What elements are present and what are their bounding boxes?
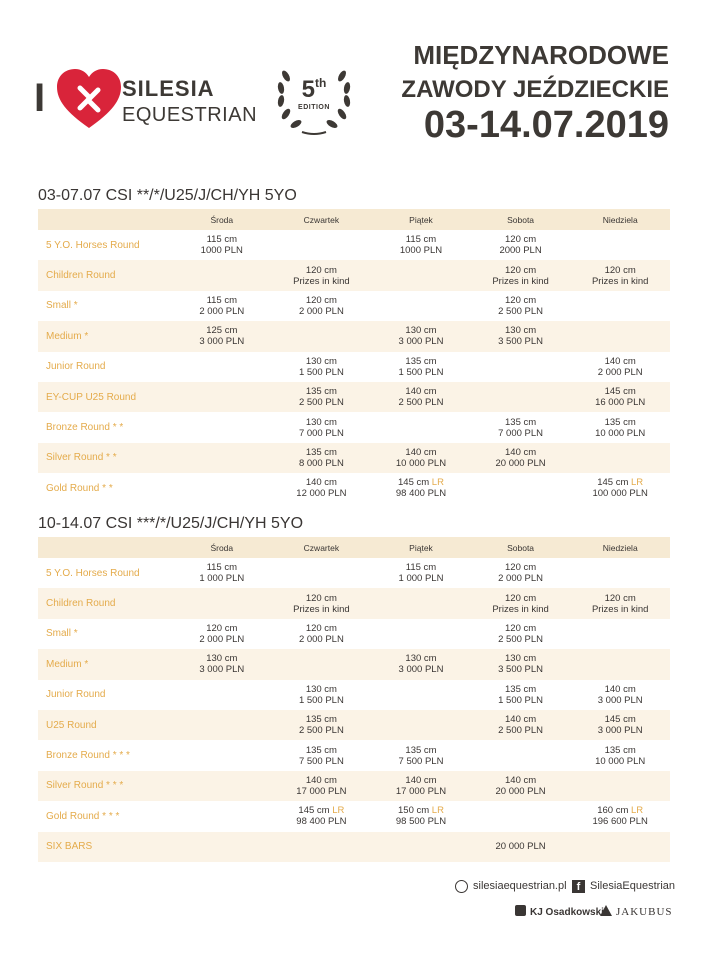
empty-cell	[570, 443, 670, 473]
prize-value: 2 000 PLN	[298, 305, 344, 317]
height-value: 115 cm	[405, 562, 437, 574]
table-row	[38, 473, 670, 503]
table-row	[38, 619, 670, 649]
height-value: 135 cm	[604, 416, 636, 428]
competition-cell	[371, 230, 471, 260]
table-row	[38, 382, 670, 412]
height-value: 140 cm	[405, 386, 437, 398]
height-value: 145 cm	[398, 477, 430, 489]
table-row	[38, 412, 670, 442]
height-value: 135 cm	[505, 683, 537, 695]
competition-cell	[371, 649, 471, 679]
height-value: 150 cm	[398, 805, 430, 817]
prize-value: 3 000 PLN	[398, 664, 444, 676]
height-value: 115 cm	[405, 234, 437, 246]
height-value: 135 cm	[405, 744, 437, 756]
height-value: 140 cm	[305, 477, 337, 489]
day-header: Środa	[172, 209, 272, 230]
prize-value: 3 000 PLN	[597, 694, 643, 706]
prize-value: 1 000 PLN	[199, 573, 245, 585]
round-name: U25 Round	[38, 710, 172, 740]
prize-value: 1 500 PLN	[498, 694, 544, 706]
brand-name	[122, 76, 257, 127]
round-name: Bronze Round * * *	[46, 750, 130, 762]
competition-cell	[570, 412, 670, 442]
day-header: Niedziela	[570, 209, 670, 230]
empty-cell	[570, 649, 670, 679]
table-row	[38, 710, 670, 740]
facebook-link[interactable]: SilesiaEquestrian	[590, 880, 675, 892]
competition-cell	[471, 230, 571, 260]
height-value: 120 cm	[604, 264, 636, 276]
round-name: Junior Round	[46, 361, 106, 373]
heart-logo-icon	[56, 68, 122, 130]
empty-cell	[172, 710, 272, 740]
prize-value: 1000 PLN	[200, 245, 243, 257]
website-link[interactable]: silesiaequestrian.pl	[473, 880, 567, 892]
prize-value: 3 000 PLN	[398, 336, 444, 348]
day-header: Sobota	[471, 209, 571, 230]
prize-value: 98 400 PLN	[296, 816, 347, 828]
empty-cell	[172, 473, 272, 503]
competition-cell	[371, 382, 471, 412]
round-name: Silver Round * * *	[38, 771, 172, 801]
height-value: 140 cm	[405, 446, 437, 458]
prize-value: 3 500 PLN	[498, 336, 544, 348]
globe-icon	[455, 880, 468, 893]
competition-cell	[471, 443, 571, 473]
prize-value: 2 500 PLN	[298, 397, 344, 409]
prize-value: 3 500 PLN	[498, 664, 544, 676]
empty-cell	[371, 710, 471, 740]
lr-badge: LR	[631, 477, 644, 489]
height-value: 135 cm	[604, 744, 636, 756]
empty-cell	[272, 649, 372, 679]
competition-cell	[172, 291, 272, 321]
prize-value: 7 000 PLN	[298, 427, 344, 439]
empty-cell	[371, 412, 471, 442]
height-value: 130 cm	[305, 355, 337, 367]
prize-value: Prizes in kind	[293, 275, 350, 287]
height-value: 145 cm	[597, 477, 629, 489]
height-value: 140 cm	[505, 446, 537, 458]
prize-value: 12 000 PLN	[296, 488, 347, 500]
round-name: Gold Round * * *	[46, 810, 120, 822]
prize-value: 10 000 PLN	[595, 427, 646, 439]
empty-cell	[471, 352, 571, 382]
empty-cell	[172, 801, 272, 831]
height-value: 140 cm	[505, 774, 537, 786]
lr-badge: LR	[332, 805, 345, 817]
empty-cell	[570, 771, 670, 801]
table-row	[38, 588, 670, 618]
header-cell-empty	[38, 209, 172, 230]
height-value: 115 cm	[206, 562, 238, 574]
prize-value: 20 000 PLN	[495, 841, 546, 853]
empty-cell	[172, 740, 272, 770]
table-row	[38, 740, 670, 770]
competition-cell	[570, 473, 670, 503]
height-value: 130 cm	[405, 653, 437, 665]
height-value: 135 cm	[405, 355, 437, 367]
round-name: 5 Y.O. Horses Round	[46, 239, 140, 251]
empty-cell	[172, 443, 272, 473]
round-name: Gold Round * *	[46, 482, 113, 494]
competition-cell	[471, 710, 571, 740]
empty-cell	[272, 832, 372, 862]
competition-cell	[272, 771, 372, 801]
prize-value: 2 000 PLN	[199, 633, 245, 645]
competition-cell	[570, 710, 670, 740]
competition-cell	[371, 801, 471, 831]
prize-value: 8 000 PLN	[298, 457, 344, 469]
competition-cell	[272, 740, 372, 770]
table-row	[38, 321, 670, 351]
height-value: 120 cm	[305, 622, 337, 634]
edition-badge	[272, 62, 356, 138]
empty-cell	[172, 382, 272, 412]
round-name: Medium *	[38, 649, 172, 679]
day-header: Niedziela	[570, 537, 670, 558]
prize-value: 3 000 PLN	[199, 664, 245, 676]
edition-number: 5th	[301, 76, 327, 103]
round-name: SIX BARS	[38, 832, 172, 862]
height-value: 130 cm	[405, 325, 437, 337]
day-header: Piątek	[371, 537, 471, 558]
prize-value: 20 000 PLN	[495, 457, 546, 469]
height-value: 125 cm	[206, 325, 238, 337]
competition-cell	[570, 260, 670, 290]
prize-value: 2 000 PLN	[498, 573, 544, 585]
title-dates: 03-14.07.2019	[423, 104, 669, 146]
empty-cell	[471, 473, 571, 503]
competition-cell	[371, 771, 471, 801]
height-value: 135 cm	[305, 714, 337, 726]
section-title-2: 10-14.07 CSI ***/*/U25/J/CH/YH 5YO	[38, 515, 304, 532]
empty-cell	[570, 558, 670, 588]
height-value: 130 cm	[305, 416, 337, 428]
prize-value: 7 500 PLN	[398, 755, 444, 767]
height-value: 145 cm	[604, 386, 636, 398]
prize-value: 2 500 PLN	[498, 725, 544, 737]
competition-cell	[570, 382, 670, 412]
competition-cell	[272, 801, 372, 831]
day-header: Piątek	[371, 209, 471, 230]
competition-cell	[471, 412, 571, 442]
competition-cell	[570, 801, 670, 831]
empty-cell	[172, 260, 272, 290]
height-value: 120 cm	[505, 562, 537, 574]
competition-cell	[371, 352, 471, 382]
empty-cell	[272, 321, 372, 351]
table-row	[38, 352, 670, 382]
empty-cell	[471, 801, 571, 831]
height-value: 115 cm	[206, 294, 238, 306]
prize-value: 196 600 PLN	[592, 816, 648, 828]
prize-value: 17 000 PLN	[395, 785, 447, 797]
prize-value: 7 000 PLN	[498, 427, 544, 439]
round-name: Medium *	[38, 321, 172, 351]
facebook-icon: f	[572, 880, 585, 893]
round-name: Junior Round	[46, 689, 106, 701]
height-value: 135 cm	[305, 744, 337, 756]
competition-cell	[272, 680, 372, 710]
empty-cell	[172, 412, 272, 442]
empty-cell	[371, 832, 471, 862]
competition-cell	[570, 740, 670, 770]
height-value: 120 cm	[305, 294, 337, 306]
competition-cell	[272, 619, 372, 649]
height-value: 120 cm	[305, 592, 337, 604]
height-value: 140 cm	[405, 774, 437, 786]
competition-cell	[471, 649, 571, 679]
prize-value: 1 500 PLN	[298, 694, 344, 706]
round-name: Small *	[46, 300, 78, 312]
prize-value: Prizes in kind	[492, 603, 549, 615]
height-value: 135 cm	[505, 416, 537, 428]
competition-cell	[272, 473, 372, 503]
height-value: 140 cm	[305, 774, 337, 786]
competition-cell	[371, 558, 471, 588]
height-value: 120 cm	[305, 264, 337, 276]
competition-cell	[471, 680, 571, 710]
sponsor-kj-osadkowski: KJ Osadkowski	[515, 905, 604, 918]
prize-value: 10 000 PLN	[395, 457, 447, 469]
competition-cell	[471, 321, 571, 351]
brand-line2: EQUESTRIAN	[122, 104, 258, 126]
competition-cell	[471, 558, 571, 588]
prize-value: 1000 PLN	[399, 245, 443, 257]
competition-cell	[471, 260, 571, 290]
table-row	[38, 260, 670, 290]
empty-cell	[570, 619, 670, 649]
prize-value: 1 500 PLN	[398, 366, 444, 378]
height-value: 120 cm	[505, 592, 537, 604]
round-name: Children Round	[38, 260, 172, 290]
empty-cell	[272, 558, 372, 588]
empty-cell	[371, 260, 471, 290]
sponsor-jakubus: JAKUBUS	[600, 905, 673, 918]
height-value: 160 cm	[597, 805, 629, 817]
empty-cell	[570, 832, 670, 862]
competition-cell	[570, 680, 670, 710]
height-value: 120 cm	[604, 592, 636, 604]
table-row	[38, 771, 670, 801]
prize-value: 7 500 PLN	[298, 755, 344, 767]
height-value: 115 cm	[206, 234, 238, 246]
prize-value: 16 000 PLN	[595, 397, 646, 409]
empty-cell	[570, 230, 670, 260]
height-value: 120 cm	[505, 294, 537, 306]
empty-cell	[471, 382, 571, 412]
section-title-1: 03-07.07 CSI **/*/U25/J/CH/YH 5YO	[38, 187, 297, 204]
sponsor1-logo-icon	[515, 905, 526, 916]
height-value: 135 cm	[305, 386, 337, 398]
table-row	[38, 649, 670, 679]
competition-cell	[371, 443, 471, 473]
prize-value: 3 000 PLN	[597, 725, 643, 737]
lr-badge: LR	[631, 805, 644, 817]
table-row	[38, 832, 670, 862]
height-value: 140 cm	[604, 683, 636, 695]
prize-value: 1 500 PLN	[298, 366, 344, 378]
competition-cell	[272, 443, 372, 473]
prize-cell	[471, 832, 571, 862]
empty-cell	[471, 740, 571, 770]
empty-cell	[172, 352, 272, 382]
prize-value: Prizes in kind	[293, 603, 350, 615]
competition-cell	[172, 619, 272, 649]
competition-cell	[272, 382, 372, 412]
competition-cell	[172, 321, 272, 351]
round-name: Children Round	[38, 588, 172, 618]
competition-cell	[272, 710, 372, 740]
competition-cell	[272, 412, 372, 442]
logo-letter-i: I	[34, 76, 46, 120]
table-header-row	[38, 209, 670, 230]
table-row	[38, 558, 670, 588]
day-header: Sobota	[471, 537, 571, 558]
prize-value: Prizes in kind	[591, 275, 649, 287]
competition-cell	[272, 260, 372, 290]
prize-value: 2 000 PLN	[199, 305, 245, 317]
competition-cell	[272, 588, 372, 618]
height-value: 140 cm	[604, 355, 636, 367]
header-cell-empty	[38, 537, 172, 558]
day-header: Środa	[172, 537, 272, 558]
lr-badge: LR	[431, 477, 444, 489]
round-name: Silver Round * *	[38, 443, 172, 473]
prize-value: Prizes in kind	[591, 603, 649, 615]
prize-value: 3 000 PLN	[199, 336, 245, 348]
competition-cell	[172, 558, 272, 588]
height-value: 140 cm	[505, 714, 537, 726]
competition-cell	[471, 291, 571, 321]
height-value: 130 cm	[206, 653, 238, 665]
brand-line1: SILESIA	[122, 76, 215, 101]
competition-cell	[570, 352, 670, 382]
schedule-table-1	[38, 209, 670, 504]
prize-value: Prizes in kind	[492, 275, 549, 287]
prize-value: 1 000 PLN	[398, 573, 444, 585]
sponsor2-logo-icon	[600, 905, 612, 916]
prize-value: 2 500 PLN	[298, 725, 344, 737]
day-header: Czwartek	[272, 537, 372, 558]
empty-cell	[172, 680, 272, 710]
competition-cell	[272, 291, 372, 321]
prize-value: 98 500 PLN	[395, 816, 447, 828]
competition-cell	[371, 473, 471, 503]
competition-cell	[471, 588, 571, 618]
empty-cell	[172, 771, 272, 801]
title-line1: MIĘDZYNARODOWE	[413, 40, 669, 70]
height-value: 120 cm	[505, 264, 537, 276]
prize-value: 2 000 PLN	[597, 366, 643, 378]
competition-cell	[371, 740, 471, 770]
height-value: 130 cm	[505, 653, 537, 665]
round-name: EY-CUP U25 Round	[38, 382, 172, 412]
height-value: 135 cm	[305, 446, 337, 458]
empty-cell	[371, 588, 471, 618]
title-line2: ZAWODY JEŹDZIECKIE	[401, 76, 669, 103]
competition-cell	[371, 321, 471, 351]
empty-cell	[172, 832, 272, 862]
prize-value: 2 500 PLN	[498, 633, 544, 645]
prize-value: 10 000 PLN	[595, 755, 646, 767]
competition-cell	[272, 352, 372, 382]
round-name: Bronze Round * *	[46, 422, 124, 434]
prize-value: 20 000 PLN	[495, 785, 546, 797]
table-row	[38, 443, 670, 473]
empty-cell	[570, 321, 670, 351]
prize-value: 2 500 PLN	[498, 305, 544, 317]
height-value: 120 cm	[206, 622, 238, 634]
height-value: 130 cm	[505, 325, 537, 337]
prize-value: 2 000 PLN	[298, 633, 344, 645]
round-name: Small *	[46, 628, 78, 640]
round-name: 5 Y.O. Horses Round	[46, 567, 140, 579]
empty-cell	[172, 588, 272, 618]
empty-cell	[371, 680, 471, 710]
lr-badge: LR	[431, 805, 444, 817]
prize-value: 100 000 PLN	[592, 488, 648, 500]
height-value: 120 cm	[505, 622, 537, 634]
competition-cell	[471, 619, 571, 649]
table-header-row	[38, 537, 670, 558]
schedule-table-2	[38, 537, 670, 862]
competition-cell	[570, 588, 670, 618]
competition-cell	[172, 649, 272, 679]
height-value: 145 cm	[298, 805, 330, 817]
height-value: 120 cm	[505, 234, 537, 246]
table-row	[38, 801, 670, 831]
table-row	[38, 291, 670, 321]
height-value: 145 cm	[604, 714, 636, 726]
day-header: Czwartek	[272, 209, 372, 230]
table-row	[38, 680, 670, 710]
prize-value: 2000 PLN	[499, 245, 542, 257]
competition-cell	[471, 771, 571, 801]
competition-cell	[172, 230, 272, 260]
height-value: 130 cm	[305, 683, 337, 695]
prize-value: 98 400 PLN	[395, 488, 447, 500]
empty-cell	[371, 619, 471, 649]
table-row	[38, 230, 670, 260]
prize-value: 17 000 PLN	[296, 785, 347, 797]
empty-cell	[272, 230, 372, 260]
edition-label: EDITION	[298, 104, 330, 111]
prize-value: 2 500 PLN	[398, 397, 444, 409]
empty-cell	[570, 291, 670, 321]
empty-cell	[371, 291, 471, 321]
